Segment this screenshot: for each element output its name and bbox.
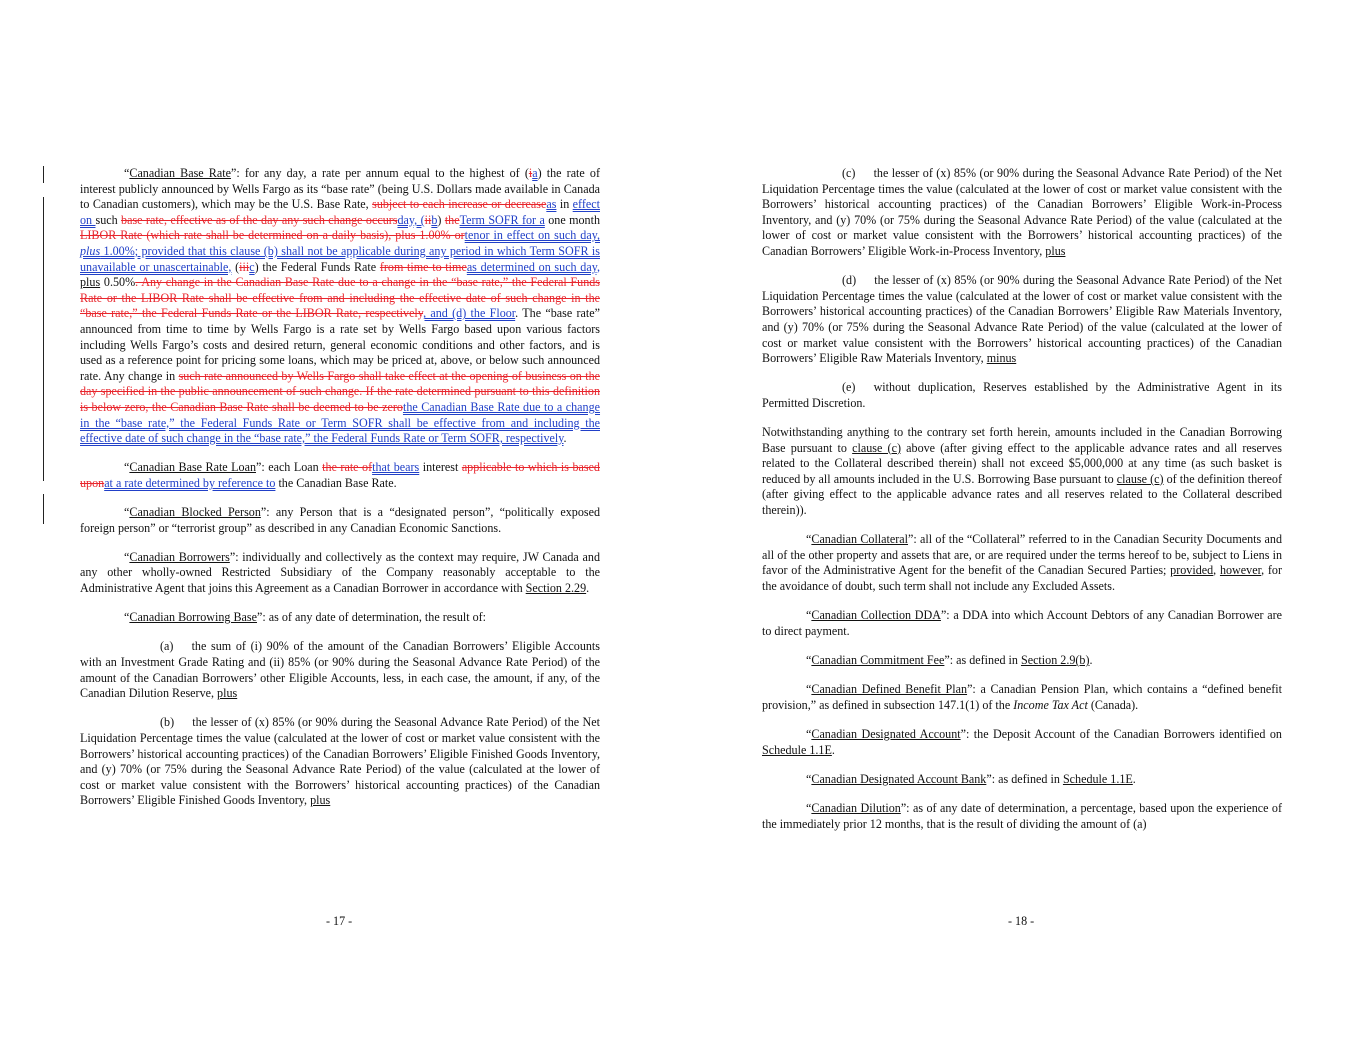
inserted-text: 1.00%; provided that this clause (b) shall not be applicable during any period in which Term SOFR is unavailable or unascertainable, <box>80 243 600 274</box>
inserted-text: day, ( <box>397 212 425 227</box>
text-run: ) the rate of interest publicly announced by Wells Fargo as its “base rate” (being U.S. Dollars made available in Canada to Canadian customers), which may be the U.S. Base Rate, <box>80 166 600 212</box>
text-run: (a) the sum of (i) 90% of the amount of the Canadian Borrowers’ Eligible Accounts with an Investment Grade Rating and (ii) 85% (or 90% during the Seasonal Advance Rate Period) of the amount of the Canadian Borrowers’ other Eligible Accounts, less, in each case, the amount, if any, of the Canadian Dilution Reserve, <box>80 639 600 701</box>
underlined-text: Schedule 1.1E <box>762 742 832 757</box>
text-run: , <box>1213 563 1220 578</box>
text-run: . <box>1132 771 1136 786</box>
text-run: . <box>831 742 835 757</box>
definition-canadian-defined-benefit-plan <box>762 682 1282 713</box>
underlined-text: Canadian Collection DDA <box>811 608 941 623</box>
deleted-text: applicable to which is based upon <box>80 460 600 490</box>
inserted-text: c <box>249 259 255 274</box>
page-17 <box>80 166 600 823</box>
text-run: ”: a Canadian Pension Plan, which contains a “defined benefit provision,” as defined in subsection 147.1(1) of the <box>762 682 1282 712</box>
inserted-text: that bears <box>372 460 420 475</box>
underlined-text: Canadian Borrowers <box>129 549 230 564</box>
deleted-text: . Any change in the Canadian Base Rate due to a change in the “base rate,” the Federal Funds Rate or the LIBOR Rate shall be effective from and including the effective date of such change in the “base rate,” the Federal Funds Rate or the LIBOR Rate, respectively <box>80 275 601 321</box>
text-run: ”: as of any date of determination, a percentage, based upon the experience of the immediately prior 12 months, that is the result of dividing the amount of (a) <box>762 800 1282 831</box>
inserted-text: as determined on such day, <box>466 259 600 274</box>
underlined-text: Canadian Commitment Fee <box>811 653 945 667</box>
inserted-italic-text: plus <box>80 243 101 258</box>
clause-c <box>762 166 1282 260</box>
deleted-text: iii <box>239 259 250 274</box>
underlined-text: plus <box>1045 243 1066 258</box>
underlined-text: Canadian Designated Account <box>811 726 961 741</box>
text-run: (c) the lesser of (x) 85% (or 90% during the Seasonal Advance Rate Period) of the Net Liquidation Percentage times the value (calculated at the lower of cost or market value consistent with the Borrowers’ historical accounting practices) of the Canadian Borrowers’ Eligible Work-in-Process Inventory, and (y) 70% (or 75% during the Seasonal Advance Rate Period) of the value (calculated at the lower of cost or market value consistent with the Borrowers’ historical accounting practices) of the Canadian Borrowers’ Eligible Work-in-Process Inventory, <box>762 166 1282 258</box>
deleted-text: LIBOR Rate (which rate shall be determined on a daily basis), plus 1.00% or <box>80 228 465 243</box>
deleted-text: base rate, effective as of the day any such change occurs <box>121 212 398 227</box>
underlined-text: however <box>1219 563 1262 578</box>
text-run: ( <box>231 259 240 274</box>
text-run: of the definition thereof (after giving effect to the applicable advance rates and all reserves related to the Collateral described therein)). <box>762 471 1282 518</box>
text-run: . <box>586 581 590 596</box>
underlined-text: plus <box>80 275 101 290</box>
text-run: such <box>95 212 122 227</box>
text-run: “ <box>806 532 812 547</box>
definition-canadian-commitment-fee <box>762 653 1282 669</box>
text-run: interest <box>419 460 462 475</box>
underlined-text: plus <box>310 793 331 808</box>
text-run: ”: all of the “Collateral” referred to in the Canadian Security Documents and all of the other property and assets that are, or are required under the terms hereof to be, subject to Liens in favor of the Administrative Agent for the benefit of the Canadian Secured Parties; <box>762 532 1282 578</box>
text-run: ”: as defined in <box>944 653 1021 667</box>
text-run: “ <box>806 800 812 815</box>
underlined-text: minus <box>986 351 1017 366</box>
text-run: Notwithstanding anything to the contrary set forth herein, amounts included in the Canadian Borrowing Base pursuant to <box>762 425 1282 455</box>
definition-canadian-base-rate-loan <box>80 460 600 491</box>
text-run: (d) the lesser of (x) 85% (or 90% during the Seasonal Advance Rate Period) of the Net Liquidation Percentage times the value (calculated at the lower of cost or market value consistent with the Borrowers’ historical accounting practices) of the Canadian Borrowers’ Eligible Raw Materials Inventory, and (y) 70% (or 75% during the Seasonal Advance Rate Period) of the value (calculated at the lower of cost or market value consistent with the Borrowers’ historical accounting practices) of the Canadian Borrowers’ Eligible Raw Materials Inventory, <box>762 273 1282 366</box>
text-run: (b) the lesser of (x) 85% (or 90% during the Seasonal Advance Rate Period) of the Net Liquidation Percentage times the value (calculated at the lower of cost or market value consistent with the Borrowers’ historical accounting practices) of the Canadian Borrowers’ Eligible Finished Goods Inventory, and (y) 70% (or 75% during the Seasonal Advance Rate Period) of the value (calculated at the lower of cost or market value consistent with the Borrowers’ historical accounting practices) of the Canadian Borrowers’ Eligible Finished Goods Inventory, <box>80 715 600 808</box>
underlined-text: clause (c) <box>852 440 901 455</box>
text-run: ”: each Loan <box>256 460 323 475</box>
text-run: in <box>556 197 573 212</box>
italic-text: Income Tax Act <box>1013 697 1088 712</box>
change-bar <box>43 166 44 183</box>
text-run: “ <box>806 608 812 623</box>
definition-canadian-collection-dda <box>762 608 1282 639</box>
text-run: above (after giving effect to the applicable advance rates and all reserves related to the Collateral described therein) shall not exceed $5,000,000 at any time (as such basket is reduced by all amounts included in the U.S. Borrowing Base pursuant to <box>762 440 1283 486</box>
definition-canadian-designated-account <box>762 727 1282 758</box>
clause-d <box>762 273 1282 367</box>
text-run: ”: as defined in <box>986 771 1063 786</box>
clause-e <box>762 380 1282 411</box>
text-run: ”: a DDA into which Account Debtors of any Canadian Borrower are to direct payment. <box>762 608 1282 638</box>
deleted-text: the <box>444 212 460 227</box>
deleted-text: the rate of <box>322 460 373 475</box>
inserted-text: the Canadian Base Rate due to a change in the “base rate,” the Federal Funds Rate or Term SOFR shall be effective from and including the effective date of such change in the “base rate,” the Federal Funds Rate or Term SOFR, respectively <box>80 399 601 446</box>
underlined-text: Canadian Borrowing Base <box>129 610 258 625</box>
text-run: “ <box>124 166 130 180</box>
text-run: 0.50% <box>100 275 136 290</box>
clause-a <box>80 639 600 701</box>
text-run: ) <box>437 212 445 227</box>
text-run: ”: the Deposit Account of the Canadian Borrowers identified on <box>960 726 1282 741</box>
change-bar <box>43 197 44 393</box>
definition-canadian-collateral <box>762 532 1282 594</box>
change-bar <box>43 386 44 481</box>
inserted-text: Term SOFR for a <box>459 212 545 227</box>
notwithstanding-paragraph <box>762 425 1282 519</box>
deleted-text: such rate announced by Wells Fargo shall take effect at the opening of business on the day specified in the public announcement of such change. If the rate determined pursuant to this definition is below zero, the Canadian Base Rate shall be deemed to be zero <box>80 368 600 414</box>
text-run: “ <box>806 653 812 667</box>
text-run: “ <box>806 771 812 786</box>
inserted-text: tenor in effect on such day, <box>464 228 600 243</box>
definition-canadian-base-rate <box>80 166 600 447</box>
text-run: the Canadian Base Rate. <box>275 475 397 490</box>
text-run: “ <box>124 460 130 475</box>
text-run: ”: individually and collectively as the context may require, JW Canada and any other wholly-owned Restricted Subsidiary of the Company reasonably acceptable to the Administrative Agent that joins this Agreement as a Canadian Borrower in accordance with <box>80 549 600 596</box>
clause-b <box>80 715 600 809</box>
inserted-text: as <box>546 197 557 212</box>
text-run: one month <box>544 212 600 227</box>
underlined-text: Canadian Blocked Person <box>129 505 261 520</box>
text-run: ”: for any day, a rate per annum equal to the highest of ( <box>230 166 529 180</box>
page-18 <box>762 166 1282 846</box>
underlined-text: Section 2.9(b) <box>1020 653 1090 667</box>
inserted-text: effect on <box>80 197 600 227</box>
text-run: “ <box>124 610 130 625</box>
text-run: ) the Federal Funds Rate <box>254 259 380 274</box>
definition-canadian-blocked-person <box>80 505 600 536</box>
underlined-text: Canadian Dilution <box>811 800 901 815</box>
inserted-text: b <box>431 212 438 227</box>
underlined-text: plus <box>217 686 238 701</box>
underlined-text: Canadian Designated Account Bank <box>811 771 987 786</box>
underlined-text: Canadian Base Rate Loan <box>129 460 256 475</box>
underlined-text: Schedule 1.1E <box>1062 771 1133 786</box>
text-run: . <box>563 431 567 446</box>
text-run: ”: as of any date of determination, the result of: <box>257 610 487 625</box>
inserted-text: , and (d) the Floor <box>423 306 516 321</box>
text-run: “ <box>806 682 812 697</box>
underlined-text: Canadian Base Rate <box>129 166 231 180</box>
deleted-text: i <box>528 166 533 180</box>
text-run: “ <box>124 549 130 564</box>
text-run: (e) without duplication, Reserves established by the Administrative Agent in its Permitted Discretion. <box>762 380 1282 410</box>
text-run: “ <box>124 505 130 520</box>
inserted-text: a <box>532 166 538 180</box>
underlined-text: Section 2.29 <box>525 581 587 596</box>
definition-canadian-designated-account-bank <box>762 772 1282 788</box>
deleted-text: ii <box>424 212 432 227</box>
deleted-text: subject to each increase or decrease <box>372 197 547 212</box>
text-run: (Canada). <box>1087 697 1139 712</box>
text-run: . The “base rate” announced from time to time by Wells Fargo is a rate set by Wells Fargo based upon various factors including Wells Fargo’s costs and desired return, general economic conditions and other factors, and is used as a reference point for pricing some loans, which may be priced at, above, or below such announced rate. Any change in <box>80 306 600 383</box>
underlined-text: clause (c) <box>1116 471 1164 486</box>
definition-canadian-borrowing-base <box>80 610 600 626</box>
definition-canadian-dilution <box>762 801 1282 832</box>
definition-canadian-borrowers <box>80 550 600 597</box>
change-bar <box>43 494 44 524</box>
page-number-18: - 18 - <box>1008 914 1035 928</box>
text-run: ”: any Person that is a “designated person”, “politically exposed foreign person” or “terrorist group” as described in any Canadian Economic Sanctions. <box>80 505 600 535</box>
inserted-text: at a rate determined by reference to <box>104 475 276 490</box>
deleted-text: from time to time <box>379 259 467 274</box>
underlined-text: provided <box>1170 563 1214 578</box>
text-run: “ <box>806 726 812 741</box>
underlined-text: Canadian Collateral <box>811 532 909 547</box>
text-run: , for the avoidance of doubt, such term shall not include any Excluded Assets. <box>762 563 1282 594</box>
underlined-text: Canadian Defined Benefit Plan <box>811 682 968 697</box>
text-run: . <box>1089 653 1093 667</box>
page-number-17: - 17 - <box>326 914 353 928</box>
